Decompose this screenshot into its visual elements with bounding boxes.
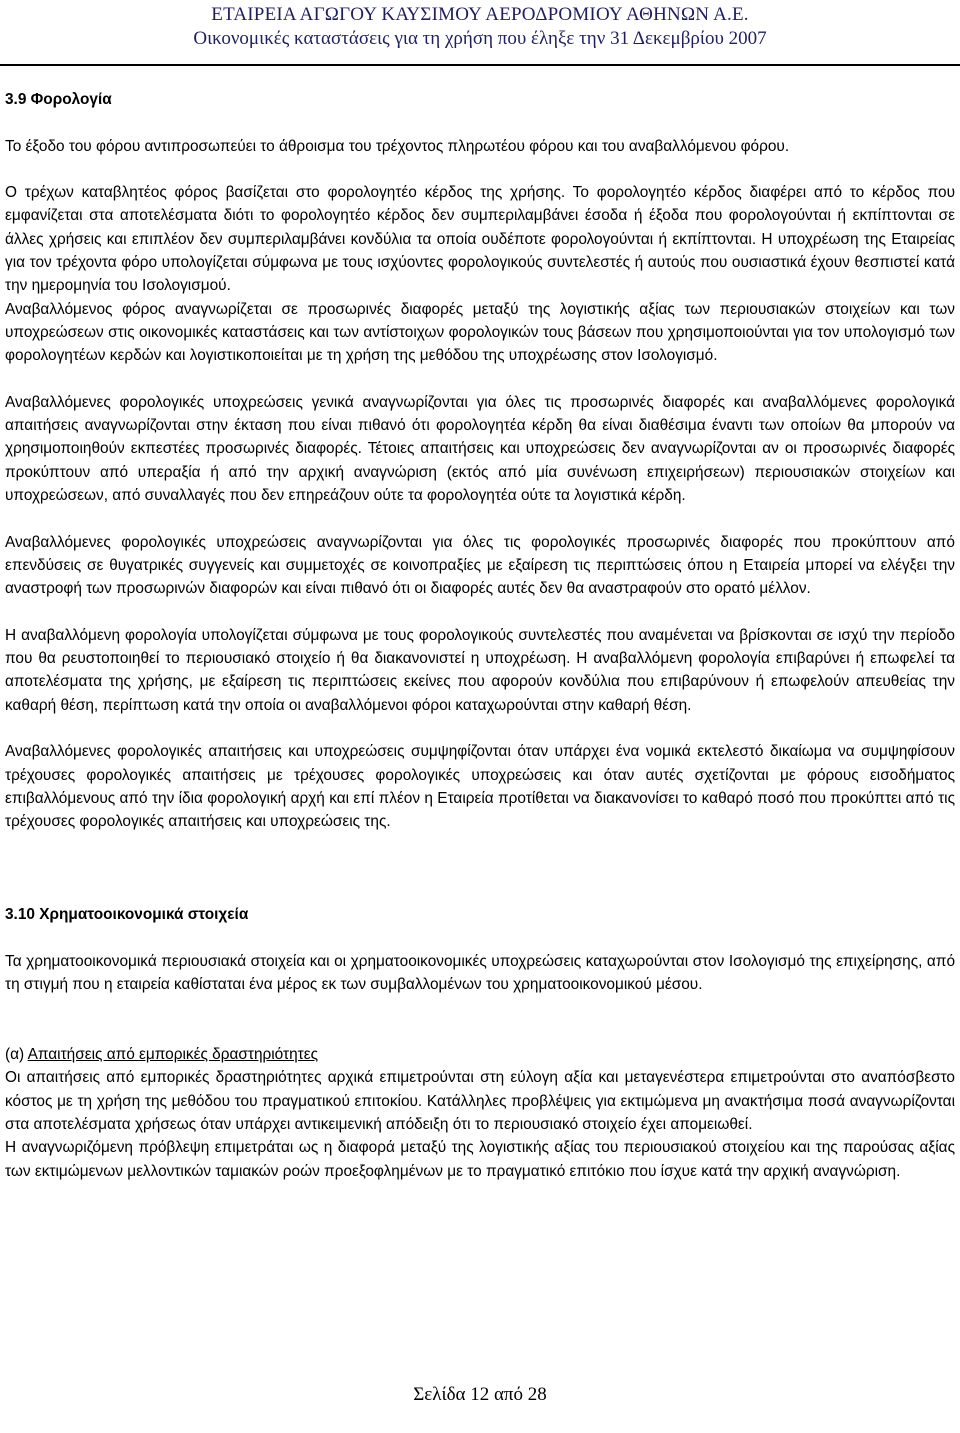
subsection-title: Απαιτήσεις από εμπορικές δραστηριότητες (27, 1046, 319, 1064)
paragraph: Αναβαλλόμενες φορολογικές υποχρεώσεις αναγνωρίζονται για όλες τις φορολογικές προσωρινές διαφορές που προκύπτουν από επενδύσεις σε θυγατρικές συγγενείς και συμμετοχές σε κοινοπραξίες με εξαίρεση τις περιπτώσεις όπου η Εταιρεία μπορεί να ελέγξει την αναστροφή των προσωρινών διαφορών και είναι πιθανό ότι οι διαφορές αυτές δεν θα αναστραφούν στο ορατό μέλλον. (5, 533, 955, 598)
section-heading-taxation: 3.9 Φορολογία (5, 91, 112, 108)
paragraph: Αναβαλλόμενες φορολογικές απαιτήσεις και υποχρεώσεις συμψηφίζονται όταν υπάρχει ένα νομικά εκτελεστό δικαίωμα να συμψηφίσουν τρέχουσες φορολογικές απαιτήσεις με τρέχουσες φορολογικές υποχρεώσεις και όταν αυτές σχετίζονται με φόρους εισοδήματος επιβαλλόμενους από την ίδια φορολογική αρχή και επί πλέον η Εταιρεία προτίθεται να διακανονίσει το καθαρό ποσό που προκύπτει από τις τρέχουσες φορολογικές απαιτήσεις και υποχρεώσεις της. (5, 743, 955, 831)
paragraph: Αναβαλλόμενες φορολογικές υποχρεώσεις γενικά αναγνωρίζονται για όλες τις προσωρινές διαφορές και αναβαλλόμενες φορολογικά απαιτήσεις αναγνωρίζονται στην έκταση που είναι πιθανό ότι φορολογητέα κέρδη θα είναι διαθέσιμα έναντι των οποίων θα μπορούν να χρησιμοποιηθούν εκπεστέες προσωρινές διαφορές. Τέτοιες απαιτήσεις και υποχρεώσεις δεν αναγνωρίζονται αν οι προσωρινές διαφορές προκύπτουν από υπεραξία ή από την αρχική αναγνώριση (εκτός από μία συνένωση επιχειρήσεων) περιουσιακών στοιχείων και υποχρεώσεων, από συναλλαγές που δεν επηρεάζουν ούτε τα φορολογητέα ούτε τα λογιστικά κέρδη. (5, 393, 955, 505)
paragraph: Αναβαλλόμενος φόρος αναγνωρίζεται σε προσωρινές διαφορές μεταξύ της λογιστικής αξίας των περιουσιακών στοιχείων και των υποχρεώσεων στις οικονομικές καταστάσεις και των αντίστοιχων φορολογικών τους βάσεων που χρησιμοποιούνται για τον υπολογισμό των φορολογητέων κερδών και λογιστικοποιείται με τη χρήση της μεθόδου της υποχρέωσης στον Ισολογισμό. (5, 300, 955, 365)
paragraph: Οι απαιτήσεις από εμπορικές δραστηριότητες αρχικά επιμετρούνται στη εύλογη αξία και μεταγενέστερα επιμετρούνται στο αναπόσβεστο κόστος με τη χρήση της μεθόδου του πραγματικού επιτοκίου. Κατάλληλες προβλέψεις για εκτιμώμενα μη ανακτήσιμα ποσά αναγνωρίζονται στα αποτελέσματα χρήσεως όταν υπάρχει αντικειμενική απόδειξη ότι το περιουσιακό στοιχείο έχει απομειωθεί. (5, 1069, 955, 1134)
paragraph: Τα χρηματοοικονομικά περιουσιακά στοιχεία και οι χρηματοοικονομικές υποχρεώσεις καταχωρούνται στον Ισολογισμό της επιχείρησης, από τη στιγμή που η εταιρεία καθίσταται ένα μέρος εκ των συμβαλλομένων του χρηματοοικονομικού μέσου. (5, 952, 955, 994)
paragraph: Το έξοδο του φόρου αντιπροσωπεύει το άθροισμα του τρέχοντος πληρωτέου φόρου και του αναβαλλόμενου φόρου. (5, 137, 790, 155)
document-header-company: ΕΤΑΙΡΕΙΑ ΑΓΩΓΟΥ ΚΑΥΣΙΜΟΥ ΑΕΡΟΔΡΟΜΙΟΥ ΑΘΗΝΩΝ Α.Ε. (211, 4, 749, 25)
paragraph: Η αναβαλλόμενη φορολογία υπολογίζεται σύμφωνα με τους φορολογικούς συντελεστές που αναμένεται να βρίσκονται σε ισχύ την περίοδο που θα ρευστοποιηθεί το περιουσιακό στοιχείο ή θα διακανονιστεί η υποχρέωση. Η αναβαλλόμενη φορολογία επιβαρύνει ή επωφελεί τα αποτελέσματα της χρήσης, με εξαίρεση τις περιπτώσεις εκείνες που αφορούν κονδύλια που επιβαρύνουν ή επωφελούν απευθείας την καθαρή θέση, περίπτωση κατά την οποία οι αναβαλλόμενοι φόροι καταχωρούνται στην καθαρή θέση. (5, 626, 955, 714)
page-number: Σελίδα 12 από 28 (413, 1384, 547, 1405)
section-heading-financial-instruments: 3.10 Χρηματοοικονομικά στοιχεία (5, 906, 249, 924)
paragraph: Ο τρέχων καταβλητέος φόρος βασίζεται στο φορολογητέο κέρδος της χρήσης. Το φορολογητέο κέρδος διαφέρει από το κέρδος που εμφανίζεται στα αποτελέσματα διότι το φορολογητέο κέρδος δεν συμπεριλαμβάνει έσοδα ή έξοδα που φορολογούνται ή εκπίπτονται σε άλλες χρήσεις και επιπλέον δεν συμπεριλαμβάνει κονδύλια τα οποία ουδέποτε φορολογούνται ή εκπίπτονται. Η υποχρέωση της Εταιρείας για τον τρέχοντα φόρο υπολογίζεται σύμφωνα με τους ισχύοντες φορολογικούς συντελεστές ή αυτούς που ουσιαστικά έχουν θεσπιστεί κατά την ημερομηνία του Ισολογισμού. (5, 184, 955, 295)
document-header-subtitle: Οικονομικές καταστάσεις για τη χρήση που έληξε την 31 Δεκεμβρίου 2007 (193, 28, 767, 49)
paragraph: Η αναγνωριζόμενη πρόβλεψη επιμετράται ως η διαφορά μεταξύ της λογιστικής αξίας του περιουσιακού στοιχείου και της παρούσας αξίας των εκτιμώμενων μελλοντικών ταμιακών ροών προεξοφλημένων με το πραγματικό επιτόκιο που ίσχυε κατά την αρχική αναγνώριση. (5, 1139, 955, 1180)
subsection-heading (5, 1043, 955, 1066)
header-divider (0, 64, 960, 66)
document-body (5, 88, 955, 1183)
subsection-prefix: (α) (5, 1046, 25, 1064)
